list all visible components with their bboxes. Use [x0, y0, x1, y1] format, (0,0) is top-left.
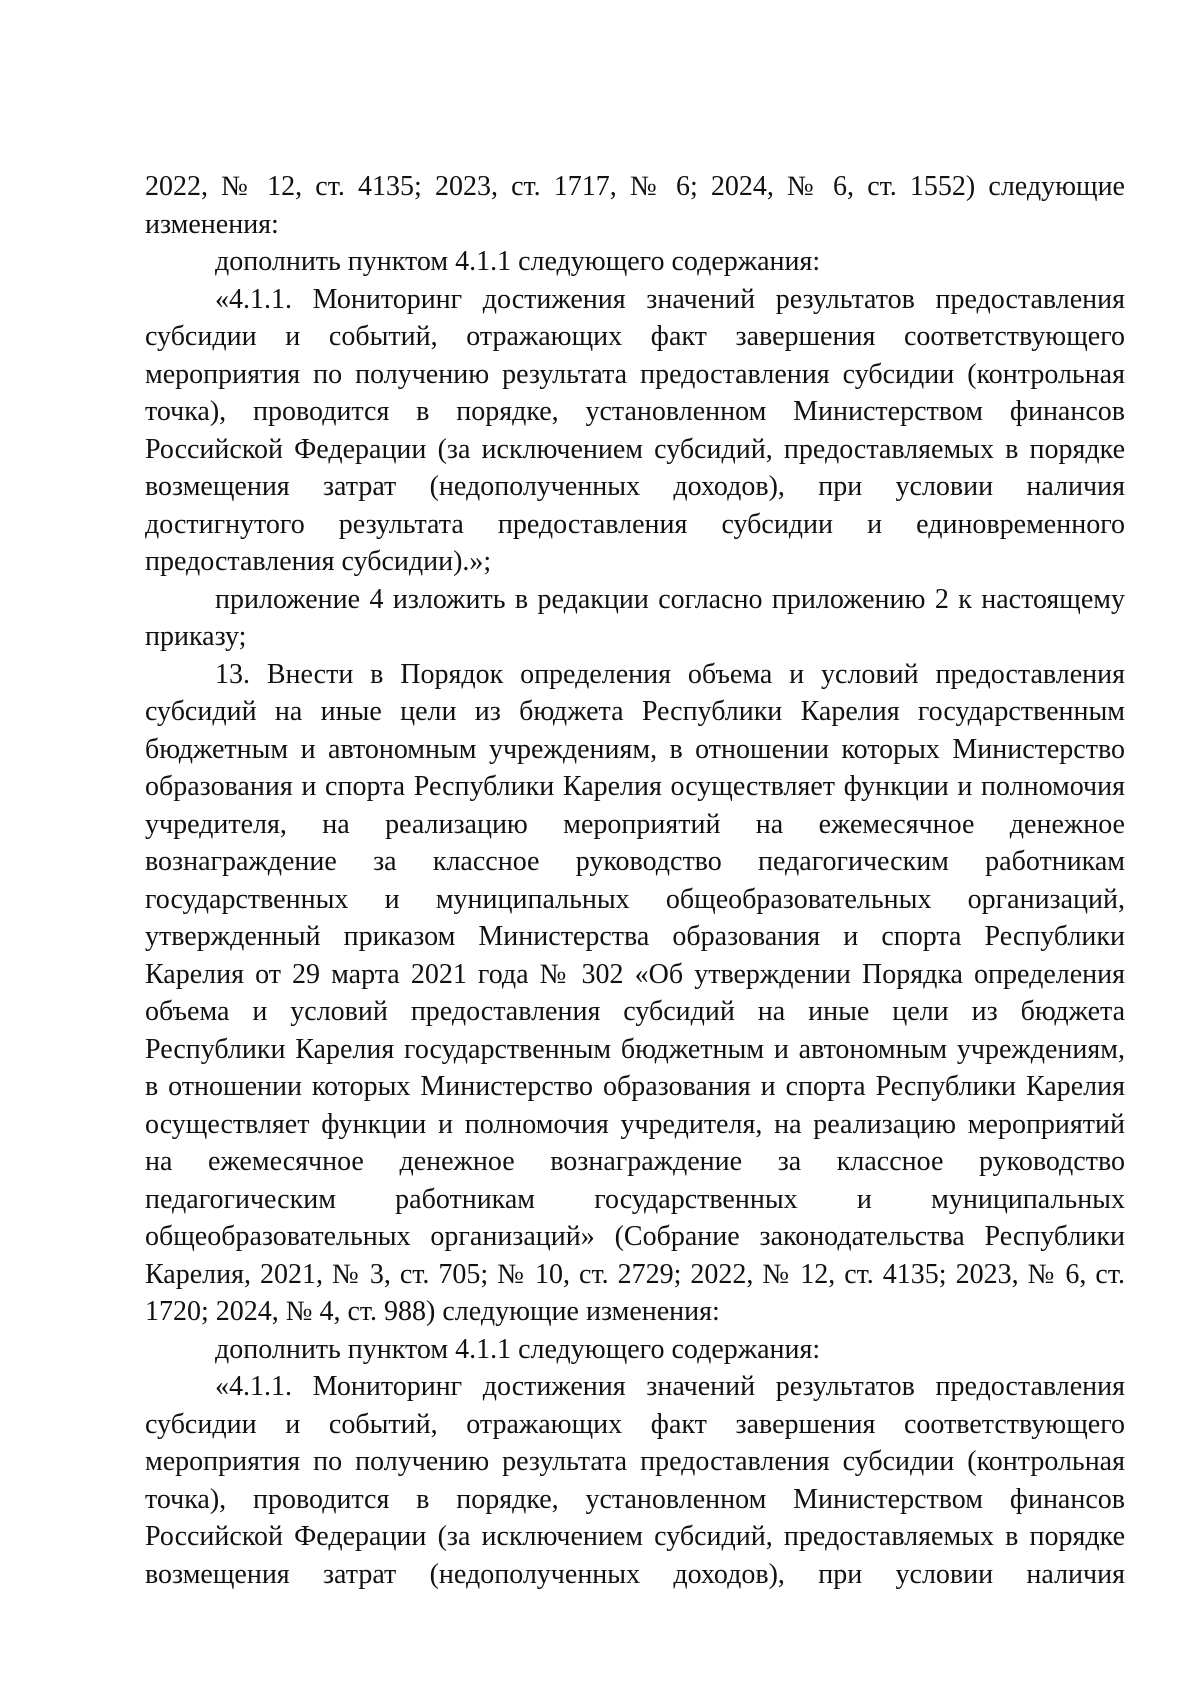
paragraph-add-clause: дополнить пунктом 4.1.1 следующего содержания:	[215, 246, 821, 277]
paragraph-amendment-tail: 2022, № 12, ст. 4135; 2023, ст. 1717, № 6; 2024, № 6, ст. 1552) следующие изменения:	[145, 171, 1125, 240]
paragraph-item-13: 13. Внести в Порядок определения объема и условий предоставления субсидий на иные цели из бюджета Республики Карелия государственным бюджетным и автономным учреждениям, в отношении которых Министерство образования и спорта Республики Карелия осуществляет функции и полномочия учредителя, на реализацию мероприятий на ежемесячное денежное вознаграждение за классное руководство педагогическим работникам государственных и муниципальных общеобразовательных организаций, утвержденный приказом Министерства образования и спорта Республики Карелия от 29 марта 2021 года № 302 «Об утверждении Порядка определения объема и условий предоставления субсидий на иные цели из бюджета Республики Карелия государственным бюджетным и автономным учреждениям, в отношении которых Министерство образования и спорта Республики Карелия осуществляет функции и полномочия учредителя, на реализацию мероприятий на ежемесячное денежное вознаграждение за классное руководство педагогическим работникам государственных и муниципальных общеобразовательных организаций» (Собрание законодательства Республики Карелия, 2021, № 3, ст. 705; № 10, ст. 2729; 2022, № 12, ст. 4135; 2023, № 6, ст. 1720; 2024, № 4, ст. 988) следующие изменения:	[145, 658, 1125, 1327]
paragraph-appendix-4: приложение 4 изложить в редакции согласно приложению 2 к настоящему приказу;	[145, 583, 1125, 652]
document-page	[145, 168, 1125, 1593]
paragraph-add-clause-2: дополнить пунктом 4.1.1 следующего содержания:	[215, 1333, 821, 1365]
paragraph-clause-4-1-1: «4.1.1. Мониторинг достижения значений результатов предоставления субсидии и событий, отражающих факт завершения соответствующего мероприятия по получению результата предоставления субсидии (контрольная точка), проводится в порядке, установленном Министерством финансов Российской Федерации (за исключением субсидий, предоставляемых в порядке возмещения затрат (недополученных доходов), при условии наличия достигнутого результата предоставления субсидии и единовременного предоставления субсидии).»;	[145, 283, 1125, 577]
paragraph-clause-4-1-1-continued: «4.1.1. Мониторинг достижения значений результатов предоставления субсидии и событий, отражающих факт завершения соответствующего мероприятия по получению результата предоставления субсидии (контрольная точка), проводится в порядке, установленном Министерством финансов Российской Федерации (за исключением субсидий, предоставляемых в порядке возмещения затрат (недополученных доходов), при условии наличия	[145, 1371, 1125, 1590]
